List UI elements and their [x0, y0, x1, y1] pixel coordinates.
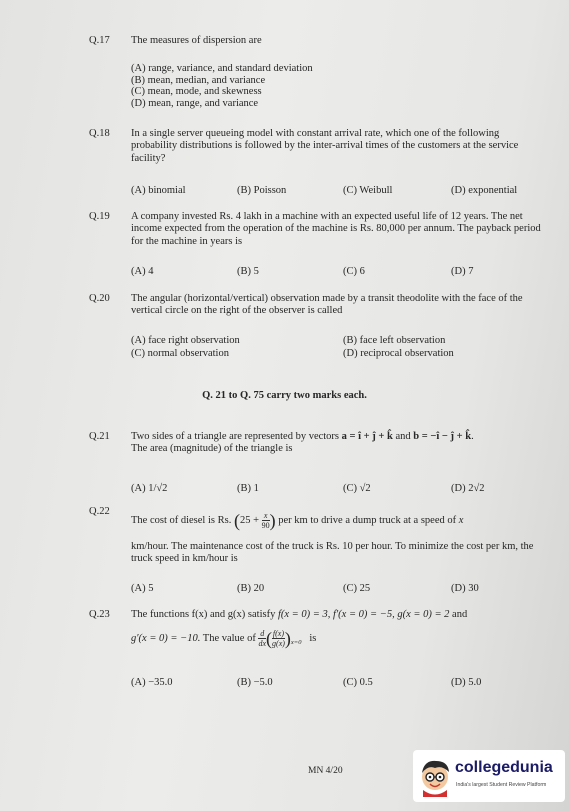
- option-d: (D) 30: [451, 583, 479, 594]
- g-denominator: g(x): [272, 639, 285, 648]
- vector-b: b = −î − ĵ + k̂: [413, 431, 472, 442]
- option-a: (A) 4: [131, 266, 154, 277]
- text-mid: per km to drive a dump truck at a speed of: [278, 514, 457, 526]
- dx-denominator: dx: [258, 639, 267, 648]
- option-c: (C) 6: [343, 266, 365, 277]
- fraction-numerator: x: [262, 511, 270, 521]
- conditions: f(x = 0) = 3, f′(x = 0) = −5, g(x = 0) = 2: [277, 609, 450, 620]
- logo-tagline: India's largest Student Review Platform: [456, 782, 547, 788]
- option-b: (B) 20: [237, 583, 265, 594]
- option-a: (A) range, variance, and standard deviation: [131, 63, 313, 74]
- question-text: The angular (horizontal/vertical) observation made by a transit theodolite with the face of the vertical circle on the right of the observer is called: [131, 293, 523, 317]
- option-c: (C) normal observation: [131, 348, 229, 359]
- option-b: (B) Poisson: [237, 185, 287, 196]
- question-text: In a single server queueing model with constant arrival rate, which one of the following probability distributions is followed by the inter-arrival times of the customers at the service facility?: [131, 128, 519, 164]
- eval-subscript: x=0: [290, 639, 302, 646]
- option-b: (B) 5: [237, 266, 259, 277]
- option-a: (A) binomial: [131, 185, 186, 196]
- var-x: x: [458, 514, 464, 526]
- text-value: The value of: [202, 632, 256, 644]
- option-d: (D) 5.0: [451, 677, 482, 688]
- question-text-line2: g′(x = 0) = −10. The value of $\frac{d}{dx}$ ( $\frac{f(x)}{g(x)}$ )$_{x=0}$ is: [131, 628, 317, 649]
- fraction: [262, 511, 270, 530]
- option-b: (B) mean, median, and variance: [131, 74, 266, 86]
- question-text: A company invested Rs. 4 lakh in a machine with an expected useful life of 12 years. The net income expected from the operation of the machine is Rs. 80,000 per annum. The payback period for the machine in years is: [131, 211, 541, 247]
- mascot-icon: [416, 755, 454, 797]
- option-b: (B) 1: [237, 483, 259, 494]
- f-numerator: f(x): [272, 629, 285, 638]
- collegedunia-logo: [413, 750, 565, 802]
- logo-name: collegedunia: [455, 759, 553, 776]
- option-a: (A) face right observation: [131, 335, 240, 346]
- option-c: (C) 25: [343, 583, 371, 594]
- d-numerator: d: [260, 629, 265, 638]
- option-b: (B) face left observation: [343, 335, 446, 346]
- question-number: Q.23: [89, 609, 110, 620]
- option-d: (D) exponential: [451, 185, 518, 196]
- option-d: (D) reciprocal observation: [343, 348, 454, 359]
- page-footer: MN 4/20: [308, 766, 343, 776]
- text-pre: The functions f(x) and g(x) satisfy: [131, 609, 276, 620]
- option-c: (C) mean, mode, and skewness: [131, 86, 262, 98]
- ratio-fraction: [272, 629, 285, 648]
- option-d: (D) 2√2: [451, 483, 485, 494]
- section-heading: Q. 21 to Q. 75 carry two marks each.: [202, 390, 367, 401]
- question-number: Q.22: [89, 506, 110, 517]
- option-a: (A) −35.0: [131, 677, 173, 688]
- question-number: Q.20: [89, 293, 110, 304]
- question-text: The measures of dispersion are: [131, 35, 262, 46]
- option-a: (A) 1/√2: [131, 483, 168, 494]
- question-number: Q.19: [89, 211, 110, 222]
- option-a: (A) 5: [131, 583, 154, 594]
- question-number: Q.17: [89, 35, 110, 46]
- option-d: (D) 7: [451, 266, 474, 277]
- question-text-line1: The cost of diesel is Rs. (25 + $\frac{x}{90}$ ) per km to drive a dump truck at a speed of x: [131, 510, 464, 531]
- option-list: [131, 63, 313, 110]
- option-c: (C) √2: [343, 483, 371, 494]
- derivative-operator: [258, 629, 266, 648]
- question-text-line1: [131, 609, 546, 621]
- text-pre: Two sides of a triangle are represented by vectors: [131, 431, 340, 442]
- option-c: (C) Weibull: [343, 185, 393, 196]
- fraction-denominator: 90: [261, 521, 270, 530]
- option-c: (C) 0.5: [343, 677, 373, 688]
- text-pre: The cost of diesel is Rs.: [131, 514, 232, 526]
- question-number: Q.18: [89, 128, 110, 139]
- question-text-line2: km/hour. The maintenance cost of the truck is Rs. 10 per hour. To minimize the cost per km, the truck speed in km/hour is: [131, 541, 534, 565]
- option-d: (D) mean, range, and variance: [131, 98, 259, 110]
- text-post: The area (magnitude) of the triangle is: [131, 443, 293, 455]
- condition-2: g′(x = 0) = −10.: [131, 632, 201, 644]
- option-b: (B) −5.0: [237, 677, 273, 688]
- text-is: is: [309, 632, 317, 644]
- question-number: Q.21: [89, 431, 110, 442]
- text-and: and: [452, 609, 468, 620]
- text-and: and: [395, 431, 411, 442]
- question-text: Two sides of a triangle are represented by vectors a = î + ĵ + k̂ and b = −î − ĵ + k̂. The area (magnitude) of the triangle is: [131, 431, 474, 455]
- vector-a: a = î + ĵ + k̂: [341, 431, 393, 442]
- expr-25: 25 +: [239, 514, 259, 526]
